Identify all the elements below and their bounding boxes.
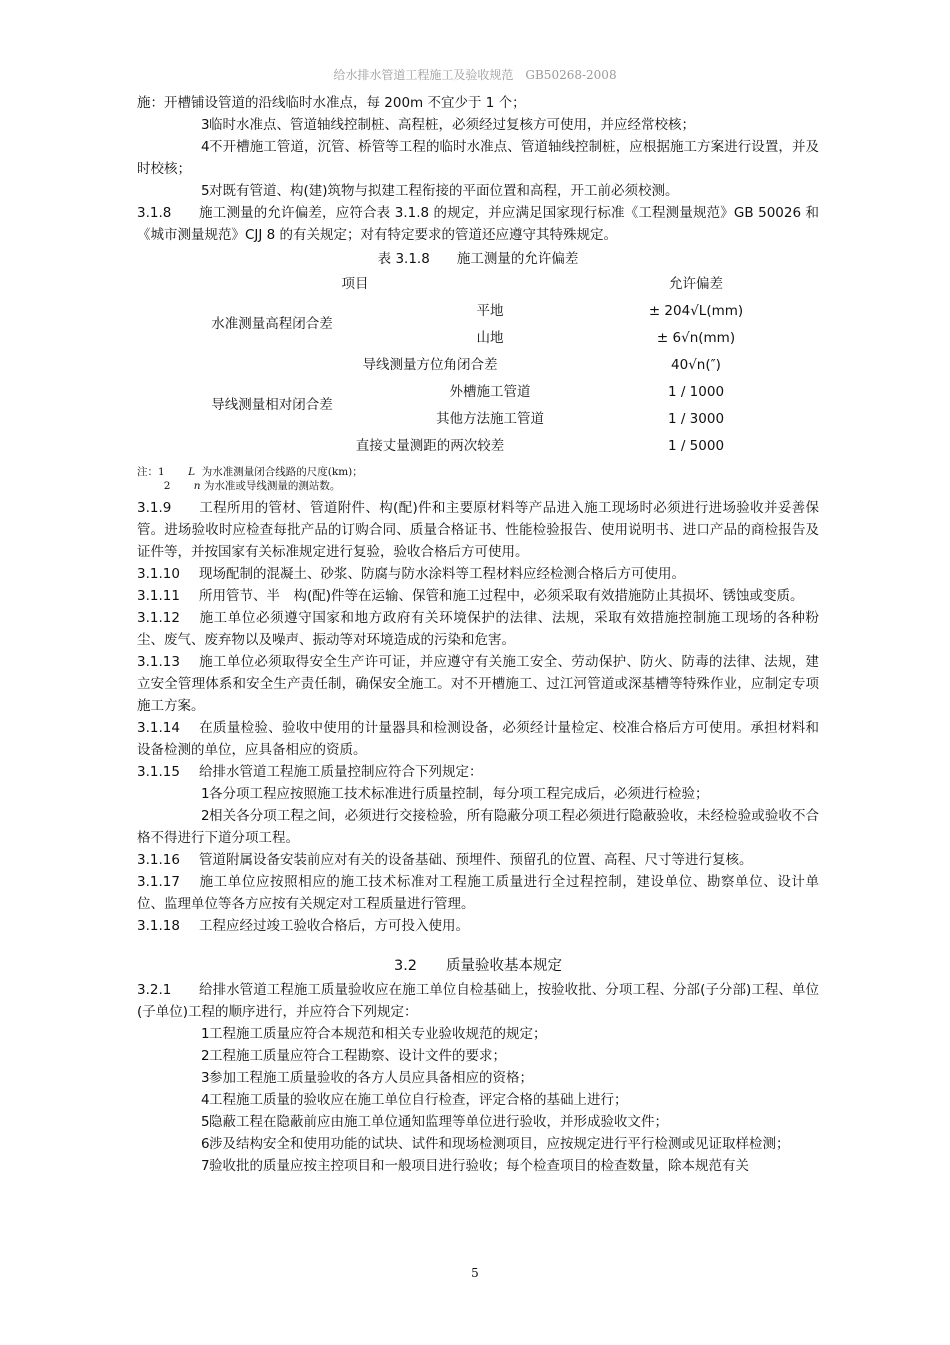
table-row [137, 351, 819, 378]
list-item: 3参加工程施工质量验收的各方人员应具备相应的资格； [201, 1070, 533, 1086]
list-item: 4工程施工质量的验收应在施工单位自行检查，评定合格的基础上进行； [201, 1092, 628, 1108]
row-sub: 山地 [476, 329, 504, 346]
clause-3-1-8 [137, 202, 819, 246]
item-number: 3 [201, 117, 210, 133]
item-text: 临时水准点、管道轴线控制桩、高程桩，必须经过复核方可使用，并应经常校核； [209, 117, 695, 133]
clause: 3.1.11 所用管节、半 构(配)件等在运输、保管和施工过程中，必须采取有效措施防止其损坏、锈蚀或变质。 [137, 588, 804, 604]
row-value: 1 / 5000 [667, 437, 725, 454]
list-item: 7验收批的质量应按主控项目和一般项目进行验收；每个检查项目的检查数量，除本规范有关 [201, 1158, 749, 1174]
list-item: 6涉及结构安全和使用功能的试块、试件和现场检测项目，应按规定进行平行检测或见证取样检测； [201, 1136, 790, 1152]
row-value: ± 204√L(mm) [648, 302, 744, 319]
table-caption: 表 3.1.8 施工测量的允许偏差 [377, 251, 579, 267]
tolerance-table [137, 270, 819, 459]
page-content [137, 92, 819, 1177]
list-item [137, 114, 819, 136]
list-item [137, 180, 819, 202]
row-sub: 外槽施工管道 [449, 383, 531, 400]
item-text: 对既有管道、构(建)筑物与拟建工程衔接的平面位置和高程，开工前必须校测。 [209, 183, 679, 199]
row-label: 导线测量方位角闭合差 [362, 356, 498, 373]
table-row [137, 378, 819, 405]
clause-number: 3.1.8 [137, 205, 172, 221]
intro-line: 施：开槽铺设管道的沿线临时水准点，每 200m 不宜少于 1 个； [137, 95, 526, 111]
section-title: 3.2 质量验收基本规定 [393, 958, 563, 974]
item-number: 4 [201, 139, 210, 155]
clause: 3.1.16 管道附属设备安装前应对有关的设备基础、预埋件、预留孔的位置、高程、尺寸等进行复核。 [137, 852, 753, 868]
clause: 3.1.10 现场配制的混凝土、砂浆、防腐与防水涂料等工程材料应经检测合格后方可使用。 [137, 566, 685, 582]
clause: 3.1.18 工程应经过竣工验收合格后，方可投入使用。 [137, 918, 469, 934]
row-label: 水准测量高程闭合差 [211, 316, 333, 332]
list-item: 5隐蔽工程在隐蔽前应由施工单位通知监理等单位进行验收，并形成验收文件； [201, 1114, 668, 1130]
header-tolerance: 允许偏差 [669, 275, 723, 292]
table-row [137, 297, 819, 324]
table-notes [137, 465, 819, 493]
clause-text: 施工测量的允许偏差，应符合表 3.1.8 的规定，并应满足国家现行标准《工程测量规范》GB 50026 和《城市测量规范》CJJ 8 的有关规定；对有特定要求的管道还应遵守其特殊规定。 [137, 205, 819, 243]
note-2: 2 n 为水准或导线测量的测站数。 [163, 480, 341, 492]
row-value: 1 / 1000 [667, 383, 725, 400]
page-number: 5 [471, 1266, 479, 1280]
item-number: 5 [201, 183, 210, 199]
list-item: 1各分项工程应按照施工技术标准进行质量控制，每分项工程完成后，必须进行检验； [201, 786, 709, 802]
list-item: 1工程施工质量应符合本规范和相关专业验收规范的规定； [201, 1026, 547, 1042]
list-item: 2相关各分项工程之间，必须进行交接检验，所有隐蔽分项工程必须进行隐蔽验收，未经检验或验收不合格不得进行下道分项工程。 [137, 808, 819, 846]
clause: 3.1.9 工程所用的管材、管道附件、构(配)件和主要原材料等产品进入施工现场时必须进行进场验收并妥善保管。进场验收时应检查每批产品的订购合同、质量合格证书、性能检验报告、使用说明书、进口产品的商检报告及证件等，并按国家有关标准规定进行复验，验收合格后方可使用。 [137, 500, 819, 560]
clause: 3.1.12 施工单位必须遵守国家和地方政府有关环境保护的法律、法规，采取有效措施控制施工现场的各种粉尘、废气、废弃物以及噪声、振动等对环境造成的污染和危害。 [137, 610, 819, 648]
clause: 3.1.17 施工单位应按照相应的施工技术标准对工程施工质量进行全过程控制，建设单位、勘察单位、设计单位、监理单位等各方应按有关规定对工程质量进行管理。 [137, 874, 819, 912]
running-header: 给水排水管道工程施工及验收规范 GB50268-2008 [333, 68, 617, 82]
row-label: 导线测量相对闭合差 [211, 397, 333, 413]
clause: 3.1.13 施工单位必须取得安全生产许可证，并应遵守有关施工安全、劳动保护、防火、防毒的法律、法规，建立安全管理体系和安全生产责任制，确保安全施工。对不开槽施工、过江河管道或深基槽等特殊作业，应制定专项施工方案。 [137, 654, 819, 714]
row-value: 40√n(″) [671, 356, 721, 373]
row-value: ± 6√n(mm) [656, 329, 736, 346]
note-1: 注：1 L 为水准测量闭合线路的尺度(km)； [137, 466, 363, 478]
clause-3-2-1: 3.2.1 给排水管道工程施工质量验收应在施工单位自检基础上，按验收批、分项工程、分部(子分部)工程、单位(子单位)工程的顺序进行，并应符合下列规定： [137, 982, 819, 1020]
clause: 3.1.15 给排水管道工程施工质量控制应符合下列规定： [137, 764, 483, 780]
clause: 3.1.14 在质量检验、验收中使用的计量器具和检测设备，必须经计量检定、校准合格后方可使用。承担材料和设备检测的单位，应具备相应的资质。 [137, 720, 819, 758]
table-header-row [137, 270, 819, 297]
list-item: 2工程施工质量应符合工程勘察、设计文件的要求； [201, 1048, 506, 1064]
row-label: 直接丈量测距的两次较差 [355, 437, 505, 454]
row-sub: 平地 [476, 302, 504, 319]
item-text: 不开槽施工管道，沉管、桥管等工程的临时水准点、管道轴线控制桩，应根据施工方案进行设置，并及时校核； [137, 139, 819, 177]
row-sub: 其他方法施工管道 [436, 410, 544, 427]
table-row [137, 432, 819, 459]
row-value: 1 / 3000 [667, 410, 725, 427]
header-item: 项目 [341, 275, 369, 292]
list-item [137, 136, 819, 180]
